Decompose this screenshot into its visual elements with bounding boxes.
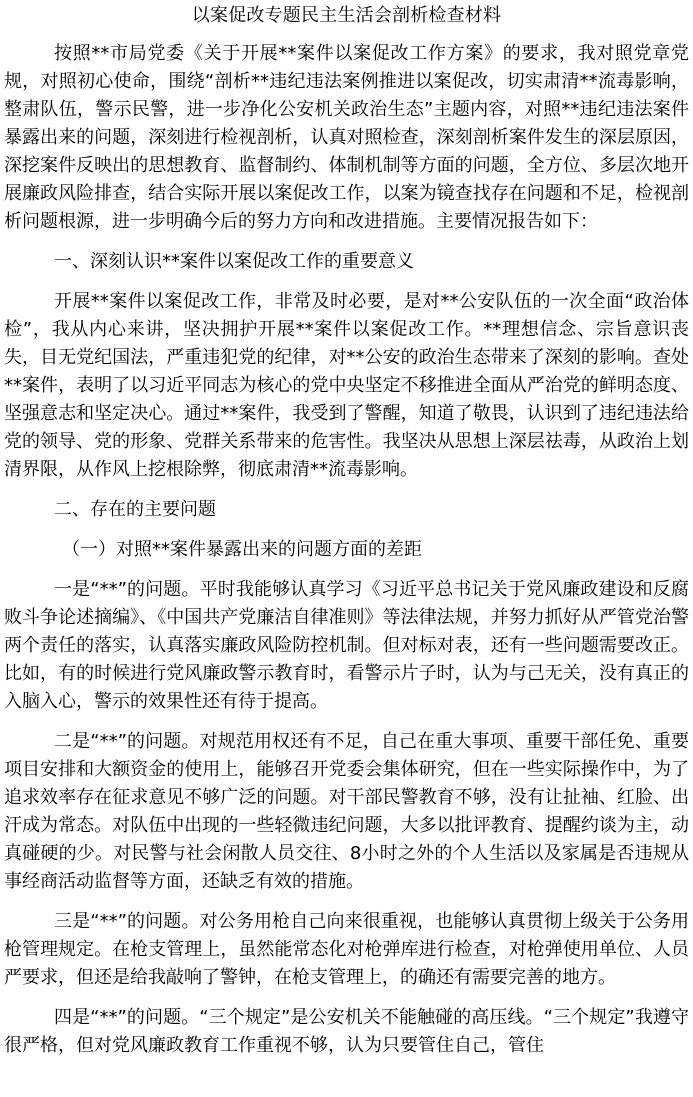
problem-paragraph-3: 三是“**”的问题。对公务用枪自己向来很重视，也能够认真贯彻上级关于公务用枪管理规定。在枪支管理上，虽然能常态化对枪弹库进行检查，对枪弹使用单位、人员严要求，但还是给我敲响了警钟，在枪支管理上，的确还有需要完善的地方。 — [4, 911, 689, 988]
subsection-heading-1: （一）对照**案件暴露出来的问题方面的差距 — [62, 539, 422, 560]
problem-paragraph-2: 二是“**”的问题。对规范用权还有不足，自己在重大事项、重要干部任免、重要项目安排和大额资金的使用上，能够召开党委会集体研究，但在一些实际操作中，为了追求效率存在征求意见不够广泛的问题。对干部民警教育不够，没有让扯袖、红脸、出汗成为常态。对队伍中出现的一些轻微违纪问题，大多以批评教育、提醒约谈为主，动真碰硬的少。对民警与社会闲散人员交往、8小时之外的个人生活以及家属是否违规从事经商活动监督等方面，还缺乏有效的措施。 — [4, 731, 689, 892]
problem-paragraph-4: 四是“**”的问题。“三个规定”是公安机关不能触碰的高压线。“三个规定”我遵守很严格，但对党风廉政教育工作重视不够，认为只要管住自己，管住 — [4, 1007, 689, 1056]
intro-paragraph: 按照**市局党委《关于开展**案件以案促改工作方案》的要求，我对照党章党规，对照初心使命，围绕“剖析**违纪违法案例推进以案促改，切实肃清**流毒影响，整肃队伍，警示民警，进一步净化公安机关政治生态”主题内容，对照**违纪违法案件暴露出来的问题，深刻进行检视剖析，认真对照检查，深刻剖析案件发生的深层原因，深挖案件反映出的思想教育、监督制约、体制机制等方面的问题，全方位、多层次地开展廉政风险排查，结合实际开展以案促改工作，以案为镜查找存在问题和不足，检视剖析问题根源，进一步明确今后的努力方向和改进措施。主要情况报告如下： — [4, 43, 689, 232]
document-title: 以案促改专题民主生活会剖析检查材料 — [191, 5, 502, 26]
problem-paragraph-1: 一是“**”的问题。平时我能够认真学习《习近平总书记关于党风廉政建设和反腐败斗争论述摘编》、《中国共产党廉洁自律准则》等法律法规，并努力抓好从严管党治警两个责任的落实，认真落实廉政风险防控机制。但对标对表，还有一些问题需要改正。比如，有的时候进行党风廉政警示教育时，看警示片子时，认为与己无关，没有真正的入脑入心，警示的效果性还有待于提高。 — [4, 579, 689, 712]
section-heading-1: 一、深刻认识**案件以案促改工作的重要意义 — [54, 251, 414, 272]
section-1-paragraph: 开展**案件以案促改工作，非常及时必要，是对**公安队伍的一次全面“政治体检”，我从内心来讲，坚决拥护开展**案件以案促改工作。**理想信念、宗旨意识丧失，目无党纪国法，严重违犯党的纪律，对**公安的政治生态带来了深刻的影响。查处**案件，表明了以习近平同志为核心的党中央坚定不移推进全面从严治党的鲜明态度、坚强意志和坚定决心。通过**案件，我受到了警醒，知道了敬畏，认识到了违纪违法给党的领导、党的形象、党群关系带来的危害性。我坚决从思想上深层祛毒，从政治上划清界限，从作风上挖根除弊，彻底肃清**流毒影响。 — [4, 291, 689, 480]
section-heading-2: 二、存在的主要问题 — [54, 499, 216, 520]
